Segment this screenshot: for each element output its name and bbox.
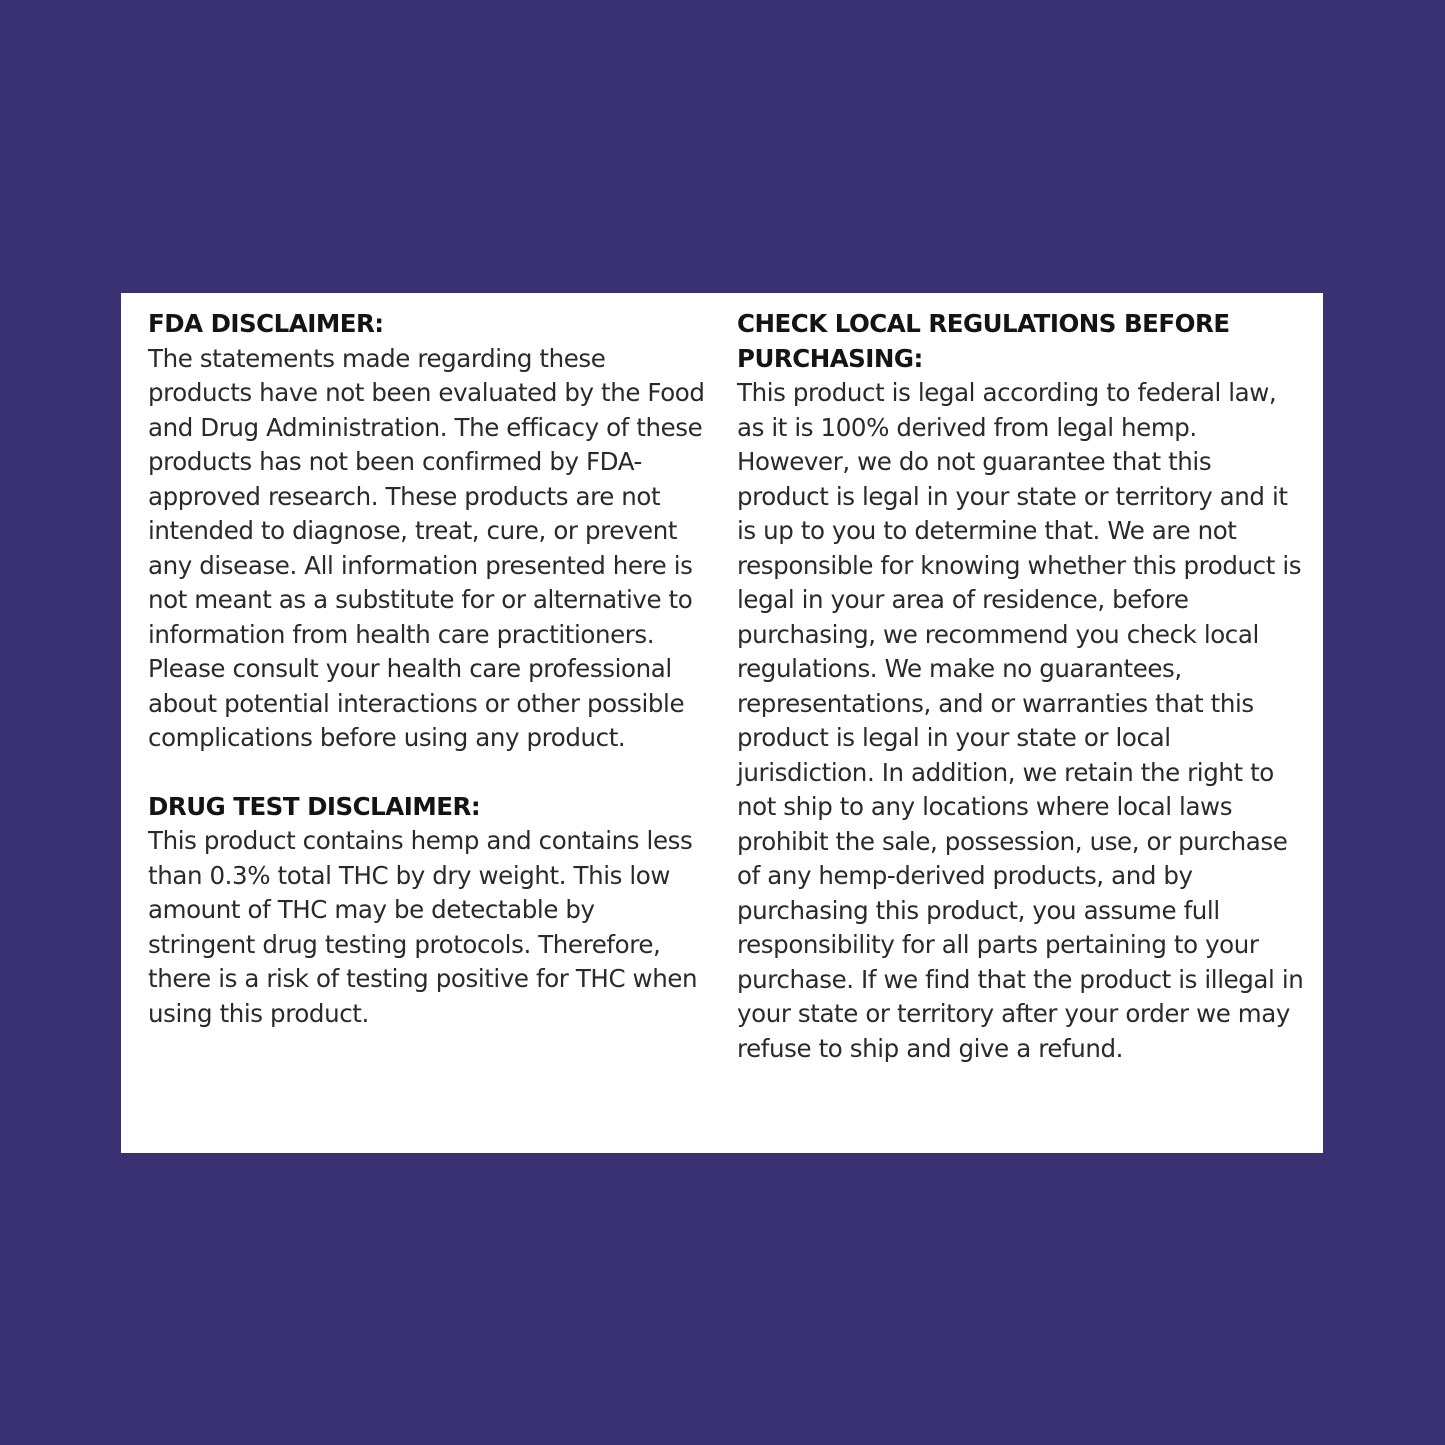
fda-disclaimer-heading: FDA DISCLAIMER:	[148, 309, 384, 338]
fda-disclaimer-body: The statements made regarding these products have not been evaluated by the Food and Drug Administration. The efficacy of these products has not been confirmed by FDA-approved research. These products are not intended to diagnose, treat, cure, or prevent any disease. All information presented here is not meant as a substitute for or alternative to information from health care practitioners. Please consult your health care professional about potential interactions or other possible complications before using any product.	[148, 343, 705, 752]
section-spacer	[148, 756, 708, 790]
local-regulations-heading: CHECK LOCAL REGULATIONS BEFORE PURCHASING:	[737, 309, 1230, 373]
disclaimer-card	[121, 293, 1323, 1153]
drug-test-disclaimer-body: This product contains hemp and contains less than 0.3% total THC by dry weight. This low amount of THC may be detectable by stringent drug testing protocols. Therefore, there is a risk of testing positive for THC when using this product.	[148, 826, 698, 1028]
right-column	[737, 307, 1309, 1066]
local-regulations-body: This product is legal according to federal law, as it is 100% derived from legal hemp. However, we do not guarantee that this product is legal in your state or territory and it is up to you to determine that. We are not responsible for knowing whether this product is legal in your area of residence, before purchasing, we recommend you check local regulations. We make no guarantees, representations, and or warranties that this product is legal in your state or local jurisdiction. In addition, we retain the right to not ship to any locations where local laws prohibit the sale, possession, use, or purchase of any hemp-derived products, and by purchasing this product, you assume full responsibility for all parts pertaining to your purchase. If we find that the product is illegal in your state or territory after your order we may refuse to ship and give a refund.	[737, 378, 1304, 1063]
left-column	[148, 307, 708, 1031]
drug-test-disclaimer-heading: DRUG TEST DISCLAIMER:	[148, 791, 481, 821]
